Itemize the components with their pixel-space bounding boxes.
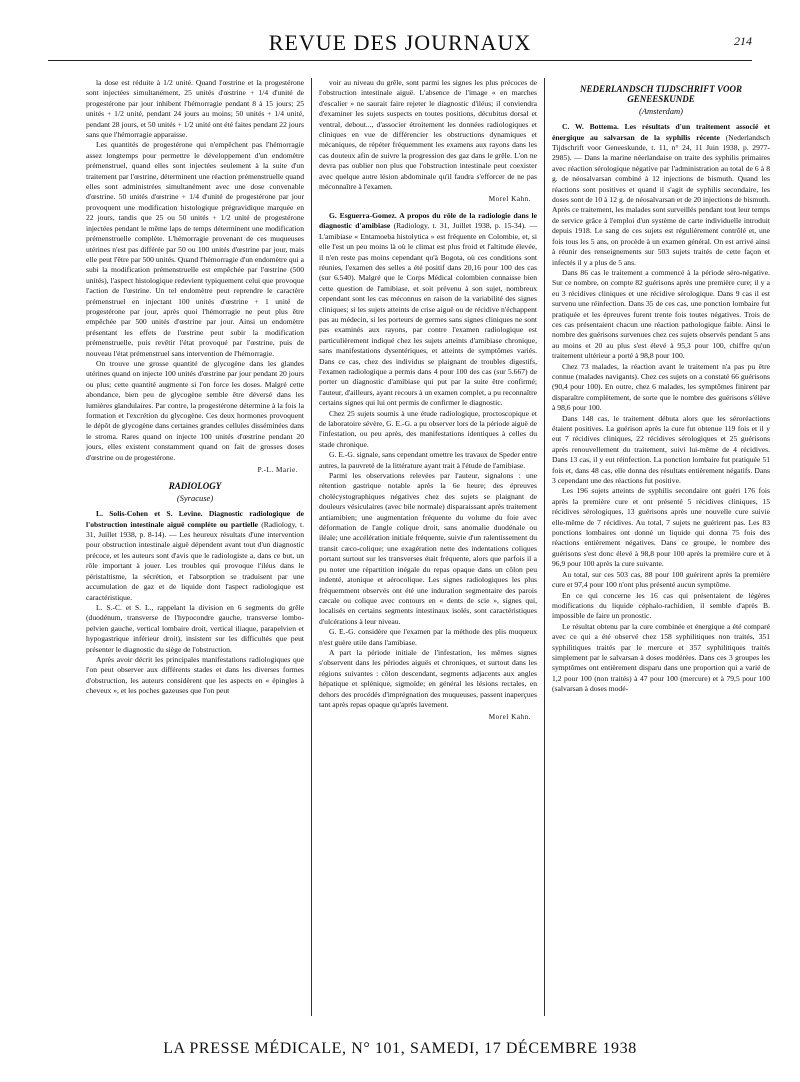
- column-2: [319, 78, 537, 1016]
- paragraph: Au total, sur ces 503 cas, 88 pour 100 guérirent après la première cure et 97,4 pour 100 n'ont plus présenté aucun symptôme.: [552, 569, 770, 590]
- journal-section-title: REVUE DES JOURNAUX: [268, 30, 532, 55]
- paragraph: Après avoir décrit les principales manifestations radiologiques que l'on peut observer aux différents stades et dans les diverses formes d'obstruction, les auteurs considèrent que les aspects en « épingles à cheveux », et les poches gazeuses que l'on peut: [86, 654, 304, 696]
- paragraph: la dose est réduite à 1/2 unité. Quand l'œstrine et la progestérone sont injectées simultanément, 25 unités d'œstrine + 1/4 d'unité de progestérone par jour inhibent l'hémorragie pendant 8 à 15 jours; 25 unités + 1/2 unité, pendant 24 jours au moins; 50 unités + 1/4 unité, pendant 28 jours, et 50 unités + 1/2 unité ont été faites pendant 22 jours sans que l'hémorragie apparaisse.: [86, 78, 304, 140]
- column-3: [552, 78, 770, 1016]
- paragraph: G. E.-G. considère que l'examen par la méthode des plis muqueux n'est guère utile dans l'amibiase.: [319, 627, 537, 647]
- paragraph: Le résultat obtenu par la cure combinée et énergique a été comparé avec ce qui a été observé chez 158 syphilitiques non traités, 351 syphilitiques traités par le mercure et 357 syphilitiques traités simplement par le salvarsan à doses modérées. Dans ces 3 groupes les symptômes ont entièrement disparu dans une proportion qui a varié de 1,2 pour 100 (non traités) à 47 pour 100 (mercure) et à 79,5 pour 100 (salvarsan à doses modé-: [552, 621, 770, 694]
- article-paragraph: [552, 122, 770, 268]
- article-title: C. W. Bottema. Les résultats d'un traitement associé et énergique au salvarsan de la syphilis récente: [552, 122, 770, 142]
- paragraph: Chez 73 malades, la réaction avant le traitement n'a pas pu être connue (malades navigants). Chez ces sujets on a constaté 66 guérisons (90,4 pour 100). En outre, chez 6 malades, les symptômes finirent par disparaître complètement, de sorte que le nombre des guérisons s'élève à 98,6 pour 100.: [552, 361, 770, 413]
- paragraph: Parmi les observations relevées par l'auteur, signalons : une rétention gastrique notable après la 6e heure; des épreuves cholécystographiques négatives chez des sujets se plaignant de douleurs vésiculaires (avec bile normale) disparaissant après traitement antiamibien; une augmentation fréquente du volume du foie avec déformation de l'angle colique droit, sans anomalie duodénale ou iléale; une accélération initiale fréquente, suivie d'un ralentissement du transit cæco-colique; une exagération nette des indentations coliques portant surtout sur les transverses était fréquente, alors que parfois il a pu noter une répartition inégale du repas opaque dans un côlon peu indenté, atonique et aérocolique. Les signes radiologiques les plus fréquemment observés ont été une induration segmentaire des parois cæcale ou colique avec contours en « dents de scie », signes qui, localisés en certains segments intestinaux isolés, sont caractéristiques d'ulcérations à leur niveau.: [319, 471, 537, 626]
- page-header: [48, 28, 752, 61]
- page-footer: LA PRESSE MÉDICALE, N° 101, SAMEDI, 17 DÉCEMBRE 1938: [163, 1040, 637, 1057]
- paragraph: G. E.-G. signale, sans cependant omettre les travaux de Speder entre autres, la pauvreté de la littérature ayant trait à l'étude de l'amibiase.: [319, 450, 537, 470]
- article-paragraph: [86, 509, 304, 603]
- text-columns: [86, 78, 770, 1016]
- journal-heading: NEDERLANDSCH TIJDSCHRIFT VOOR GENEESKUNDE: [579, 84, 743, 105]
- article-title: G. Esguerra-Gomez. A propos du rôle de la radiologie dans le diagnostic d'amibiase: [319, 210, 537, 231]
- article-body: (Radiology, t. 31, Juillet 1938, p. 8-14). — Les heureux résultats d'une intervention pour obstruction intestinale aiguë dépendent avant tout d'un diagnostic précoce, et les auteurs sont d'avis que le radiologiste a, dans ce but, un rôle important à jouer. Les troubles qui provoque l'iléus dans le péristaltisme, la sécrétion, et l'absorption se traduisent par une accumulation de gaz et de liquide dont l'aspect radiologique est caractéristique.: [86, 519, 304, 602]
- column-1: [86, 78, 304, 1016]
- paragraph: Les quantités de progestérone qui n'empêchent pas l'hémorragie assez longtemps pour permettre le développement d'un endomètre prémenstruel, quand elles sont injectées seulement à la suite d'un traitement par l'œstrine, déterminent une réaction prémenstruelle quand elles sont administrées simultanément avec une dose convenable d'œstrine. 50 unités d'œstrine + 1/4 d'unité de progestérone par jour provoquent une modification histologique prégravidique marquée en 22 jours, tandis que 25 ou 50 unités + 1/2 unité de progestérone injectées pendant le même laps de temps déterminent une modification prémenstruelle complète. L'hémorragie provenant de ces muqueuses utérines n'est pas différée par 50 ou 100 unités d'œstrine par jour, mais elle peut l'être par 500 unités. Quand l'hémorragie d'un endomètre qui a subi la modification prémenstruelle est empêchée par l'œstrine (500 unités), l'aspect histologique redevient typiquement celui que provoque l'action de l'œstrine. Un tel endomètre peut reprendre le caractère prémenstruel en injectant 100 unités d'œstrine + 1 unité de progestérone par jour, après quoi l'hémorragie ne peut plus être empêchée par 500 unités d'œstrine par jour. Ainsi un endomètre présentant les effets de l'œstrine peut subir la modification prémenstruelle, puis revêtir l'état provoqué par l'œstrine, puis de nouveau l'état prémenstruel sans intervention de l'hémorragie.: [86, 140, 304, 358]
- paragraph: En ce qui concerne les 16 cas qui présentaient de légères modifications du liquide céphalo-rachidien, il semble d'après B. impossible de faire un pronostic.: [552, 590, 770, 621]
- journal-city: (Amsterdam): [638, 105, 684, 116]
- author-signature: Morel Kahn.: [488, 195, 531, 204]
- paragraph: Les 196 sujets atteints de syphilis secondaire ont guéri 176 fois après la première cure et ont présenté 5 récidives cliniques, 15 récidives sérologiques, 13 guérisons après une nouvelle cure suivie elle-même de 7 récidives. Au total, 7 sujets ne guérirent pas. Les 83 ponctions lombaires ont donné un liquide qui donna 75 fois des réactions entièrement négatives. Dans ce groupe, le nombre des guérisons s'est donc élevé à 98,8 pour 100 après la première cure et à 96,9 pour 100 après la cure suivante.: [552, 486, 770, 569]
- article-paragraph: [319, 211, 537, 409]
- article-body: (Radiology, t. 31, Juillet 1938, p. 15-34). — L'amibiase « Entamoeba histolytica » est fréquente en Colombie, et, si elle l'est un peu moins là où le climat est plus froid et l'altitude élevée, il n'en reste pas moins cependant qu'à Bogota, où ces conditions sont réunies, l'examen des selles a été positif dans 20,16 pour 100 des cas (sur 6.540). Malgré que le Corps Médical colombien connaisse bien cette question de l'amibiase, et soit prévenu à son sujet, nombreux cependant sont les cas méconnus en raison de la variabilité des signes cliniques; si les sujets atteints de crise aiguë ou de récidive n'échappent pas au médecin, si les porteurs de germes sans signes cliniques ne sont pas examinés aux rayons, par contre l'examen radiologique est particulièrement indiqué chez les sujets atteints d'amibiase chronique, sans manifestations dysentériques, et atteints de symptômes variés. Dans ce cas, chez des individus se plaignant de troubles digestifs, l'examen radiologique a permis dans 4 pour 100 des cas (sur 5.667) de porter un diagnostic d'amibiase qui put par la suite être confirmé; l'auteur, d'ailleurs, ayant recours à un examen complet, a pu reconnaître certains signes qui lui ont permis de confirmer le diagnostic.: [319, 221, 537, 408]
- column-divider: [311, 78, 312, 1016]
- paragraph: voir au niveau du grêle, sont parmi les signes les plus précoces de l'obstruction intestinale aiguë. L'absence de l'image « en marches d'escalier » ne saurait faire rejeter le diagnostic d'iléus; il conviendra d'examiner les sujets suspects en toutes positions, décubitus dorsal et ventral, debout..., d'associer étroitement les données radiologiques et cliniques en vue de différencier les obstructions dynamiques et mécaniques, de répéter fréquemment les examens aux rayons dans les cas douteux afin de suivre la progression des gaz dans le grêle. L'on ne devra pas oublier non plus que l'obstruction intestinale peut coexister avec quelque autre lésion abdominale qu'il faudra s'efforcer de ne pas méconnaître à l'examen.: [319, 78, 537, 192]
- paragraph: Chez 25 sujets soumis à une étude radiologique, proctoscopique et de laboratoire sévère, G. E.-G. a pu observer lors de la période aiguë de l'infestation, ou peu après, des manifestations identiques à celles du stade chronique.: [319, 408, 537, 449]
- article-title: L. Solis-Cohen et S. Levine. Diagnostic radiologique de l'obstruction intestinale aiguë complète ou partielle: [86, 509, 304, 529]
- author-signature: P.-L. Marie.: [257, 466, 298, 475]
- journal-heading: RADIOLOGY: [168, 481, 222, 492]
- article-body: (Nederlandsch Tijdschrift voor Geneeskunde, t. 11, n° 24, 11 Juin 1938, p. 2977-2985). — Dans la marine néerlandaise on traite des syphilis primaires avec réaction sérologique négative par l'administration au total de 6 à 8 g. de néosalvarsan combiné à 12 injections de bismuth. Quand les réactions sont positives et quand il s'agit de syphilis secondaire, les doses sont de 10 à 12 g. de néosalvarsan et de 20 injections de bismuth. Après ce traitement, les malades sont surveillés pendant tout leur temps de service grâce à l'emploi d'un système de carte individuelle introduit depuis 1918. Le sang de ces sujets est régulièrement contrôlé et, une fois tous les 5 ans, on procède à un examen général. On est arrivé ainsi à réunir des renseignements sur 503 sujets traités de cette façon et infectés il y a plus de 5 ans.: [552, 132, 770, 267]
- journal-city: (Syracuse): [176, 492, 214, 503]
- paragraph: Dans 148 cas, le traitement débuta alors que les séroréactions étaient positives. La guérison après la cure fut obtenue 119 fois et il y eut 7 récidives cliniques, 22 récidives sérologiques et 25 guérisons après renouvellement du traitement, suivi lui-même de 4 récidives. Dans 13 cas, il y eut réinfection. La ponction lombaire fut pratiquée 51 fois et, dans 48 cas, elle donna des résultats entièrement négatifs. Dans 3 cependant une des réactions fut positive.: [552, 413, 770, 486]
- paragraph: L. S.-C. et S. L., rappelant la division en 6 segments du grêle (duodénum, transverse de l'hypocondre gauche, transverse lombo-pelvien gauche, vertical lombaire droit, vertical iliaque, parapelvien et hypogastrique inférieur droit), insistent sur les difficultés que peut présenter le diagnostic du siège de l'obstruction.: [86, 602, 304, 654]
- column-divider: [544, 78, 545, 1016]
- paragraph: A part la période initiale de l'infestation, les mêmes signes s'observent dans les périodes aiguës et chroniques, et surtout dans les régions suivantes : côlon descendant, segments adjacents aux angles hépatique et splénique, sigmoïde; en général les lésions rectales, en dehors des procédés d'imprégnation des muqueuses, passent inaperçues tant après repas opaque qu'après lavement.: [319, 647, 537, 709]
- author-signature: Morel Kahn.: [488, 713, 531, 722]
- paragraph: On trouve une grosse quantité de glycogène dans les glandes utérines quand on injecte 100 unités d'œstrine par jour pendant 20 jours ou plus; cette quantité augmente si l'on force les doses. Malgré cette abondance, bien peu de glycogène semble être déversé dans les lumières glandulaires. Par contre, la progestérone détermine à la fois la formation et l'excrétion du glycogène. Ces deux hormones provoquent le dépôt de glycogène dans certaines grandes cellules disséminées dans le stroma. Rares quand on injecte 100 unités d'œstrine pendant 20 jours, elles existent constamment quand on fait de grosses doses d'œstrine ou de progestérone.: [86, 358, 304, 462]
- page-number: 214: [734, 34, 752, 48]
- paragraph: Dans 86 cas le traitement a commencé à la période séro-négative. Sur ce nombre, on compte 82 guérisons après une première cure; il y a eu 3 récidives cliniques et une récidive sérologique. Dans 9 cas il est survenu une réinfection. Dans 35 de ces cas, une ponction lombaire fut pratiquée et les épreuves furent trente fois toutes négatives. Trois de ces cas présentaient chacun une réaction pathologique faible. Ainsi le nombre des guérisons survenues chez ces sujets observés pendant 5 ans au moins et 20 au plus s'est élevé à 95,3 pour 100, chiffre qu'un traitement ultérieur a porté à 98,8 pour 100.: [552, 267, 770, 361]
